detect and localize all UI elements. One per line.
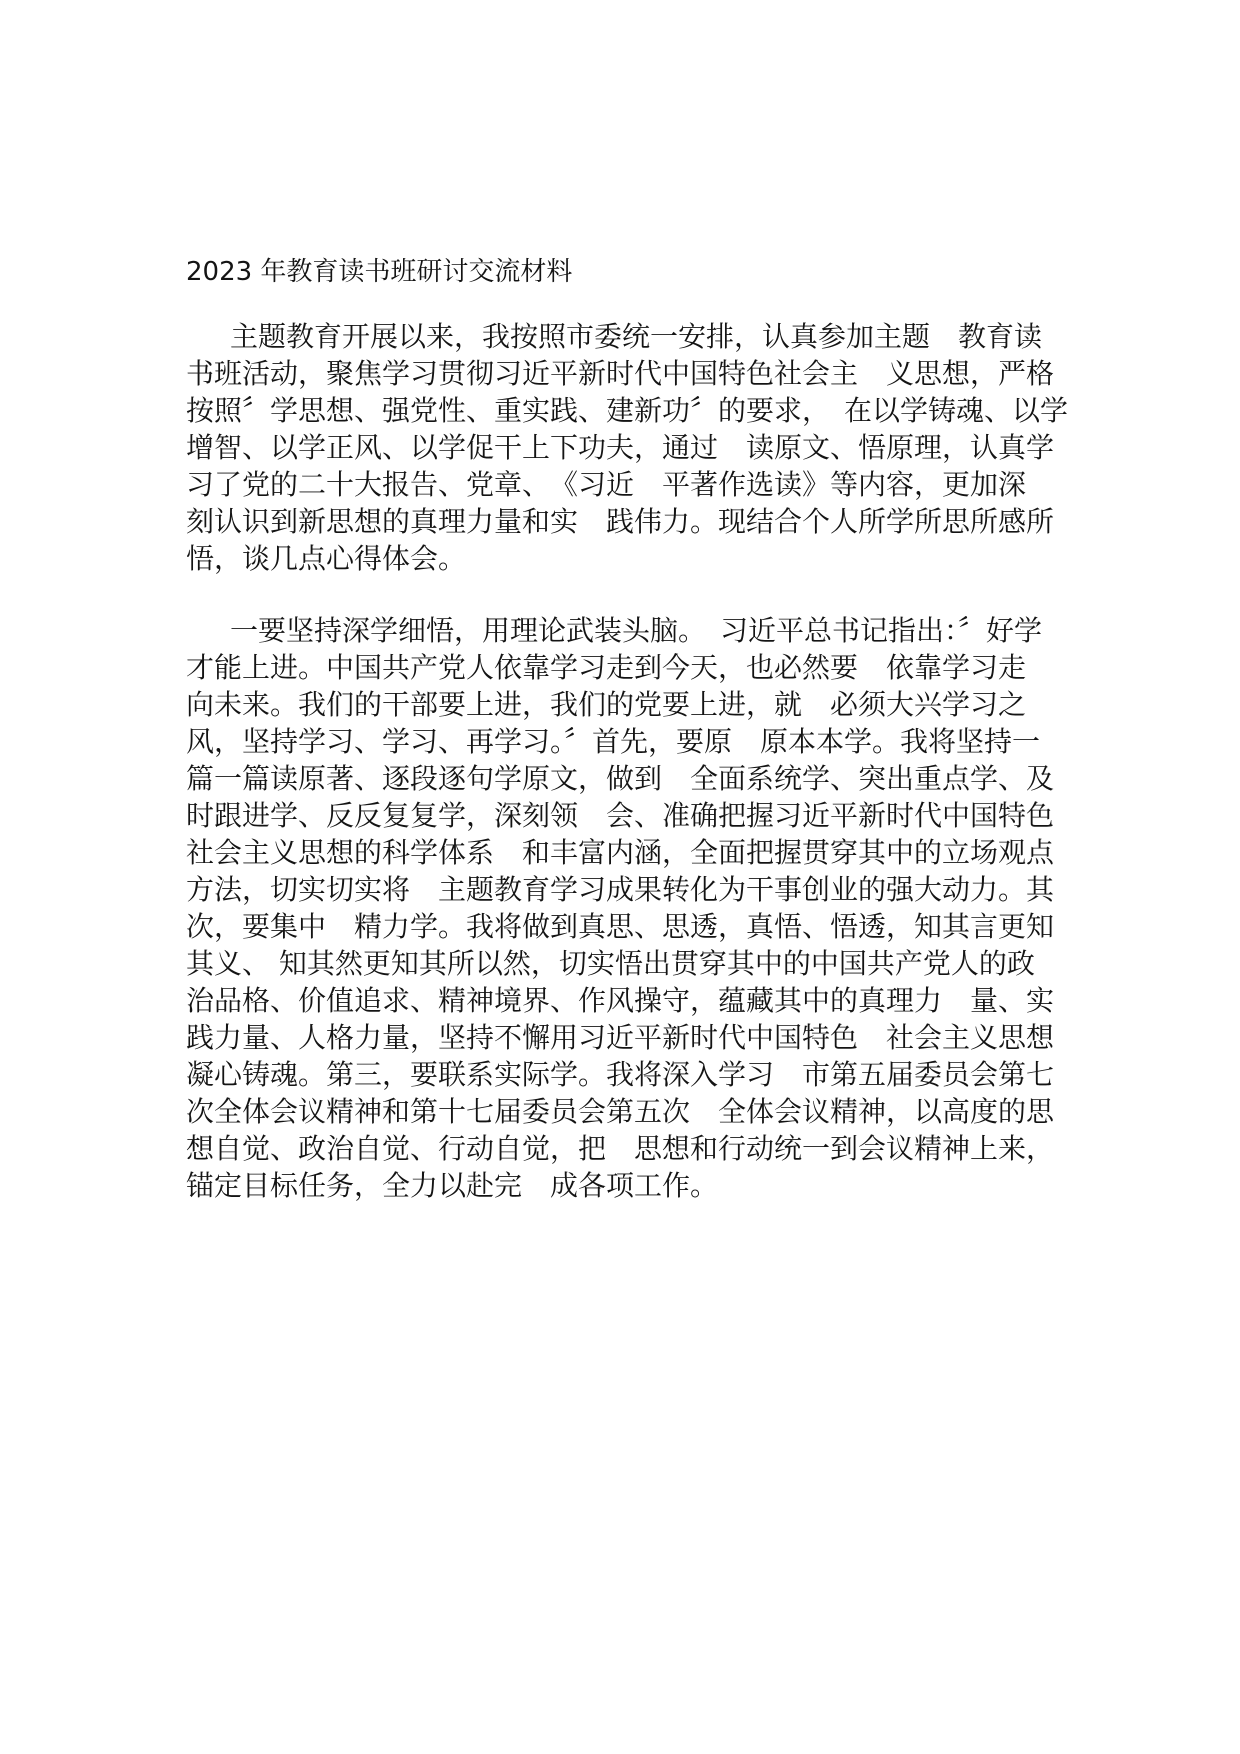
- paragraph-line: 凝心铸魂。第三，要联系实际学。我将深入学习 市第五届委员会第七: [186, 1058, 1055, 1091]
- paragraph-line: 时跟进学、反反复复学，深刻领 会、准确把握习近平新时代中国特色: [186, 799, 1055, 832]
- paragraph-line: 治品格、价值追求、精神境界、作风操守，蕴藏其中的真理力 量、实: [186, 984, 1055, 1017]
- paragraph-line: 刻认识到新思想的真理力量和实 践伟力。现结合个人所学所思所感所: [186, 505, 1055, 538]
- paragraph-line: 书班活动，聚焦学习贯彻习近平新时代中国特色社会主 义思想，严格: [186, 357, 1055, 390]
- paragraph-line: 悟，谈几点心得体会。: [186, 542, 467, 575]
- paragraph-line: 次，要集中 精力学。我将做到真思、思透，真悟、悟透，知其言更知: [186, 910, 1055, 943]
- paragraph-line: 锚定目标任务，全力以赴完 成各项工作。: [186, 1169, 719, 1202]
- paragraph-line: 习了党的二十大报告、党章、 《习近 平著作选读》等内容，更加深: [186, 468, 1027, 501]
- paragraph-line: 增智、以学正风、以学促干上下功夫，通过 读原文、悟原理，认真学: [186, 431, 1055, 464]
- paragraph-line: 方法，切实切实将 主题教育学习成果转化为干事创业的强大动力。其: [186, 873, 1055, 906]
- paragraph-line: 主题教育开展以来，我按照市委统一安排，认真参加主题 教育读: [230, 320, 1043, 353]
- paragraph-line: 才能上进。中国共产党人依靠学习走到今天，也必然要 依靠学习走: [186, 651, 1027, 684]
- paragraph-line: 按照〞学思想、强党性、重实践、建新功〞的要求， 在以学铸魂、以学: [186, 394, 1069, 427]
- paragraph-line: 风，坚持学习、学习、再学习。〞首先，要原 原本本学。我将坚持一: [186, 725, 1041, 758]
- paragraph-line: 篇一篇读原著、逐段逐句学原文，做到 全面系统学、突出重点学、及: [186, 762, 1055, 795]
- paragraph-line: 次全体会议精神和第十七届委员会第五次 全体会议精神，以高度的思: [186, 1095, 1055, 1128]
- paragraph-line: 社会主义思想的科学体系 和丰富内涵，全面把握贯穿其中的立场观点: [186, 836, 1055, 869]
- paragraph-line: 一要坚持深学细悟，用理论武装头脑。 习近平总书记指出：〞好学: [230, 614, 1043, 647]
- paragraph-intro: [186, 318, 1086, 577]
- paragraph-line: 想自觉、政治自觉、行动自觉，把 思想和行动统一到会议精神上来，: [186, 1132, 1055, 1165]
- paragraph-point-one: [186, 612, 1086, 1204]
- paragraph-line: 践力量、人格力量，坚持不懈用习近平新时代中国特色 社会主义思想: [186, 1021, 1055, 1054]
- document-title: 2023 年教育读书班研讨交流材料: [186, 257, 573, 287]
- paragraph-line: 向未来。我们的干部要上进，我们的党要上进，就 必须大兴学习之: [186, 688, 1027, 721]
- paragraph-line: 其义、 知其然更知其所以然，切实悟出贯穿其中的中国共产党人的政: [186, 947, 1035, 980]
